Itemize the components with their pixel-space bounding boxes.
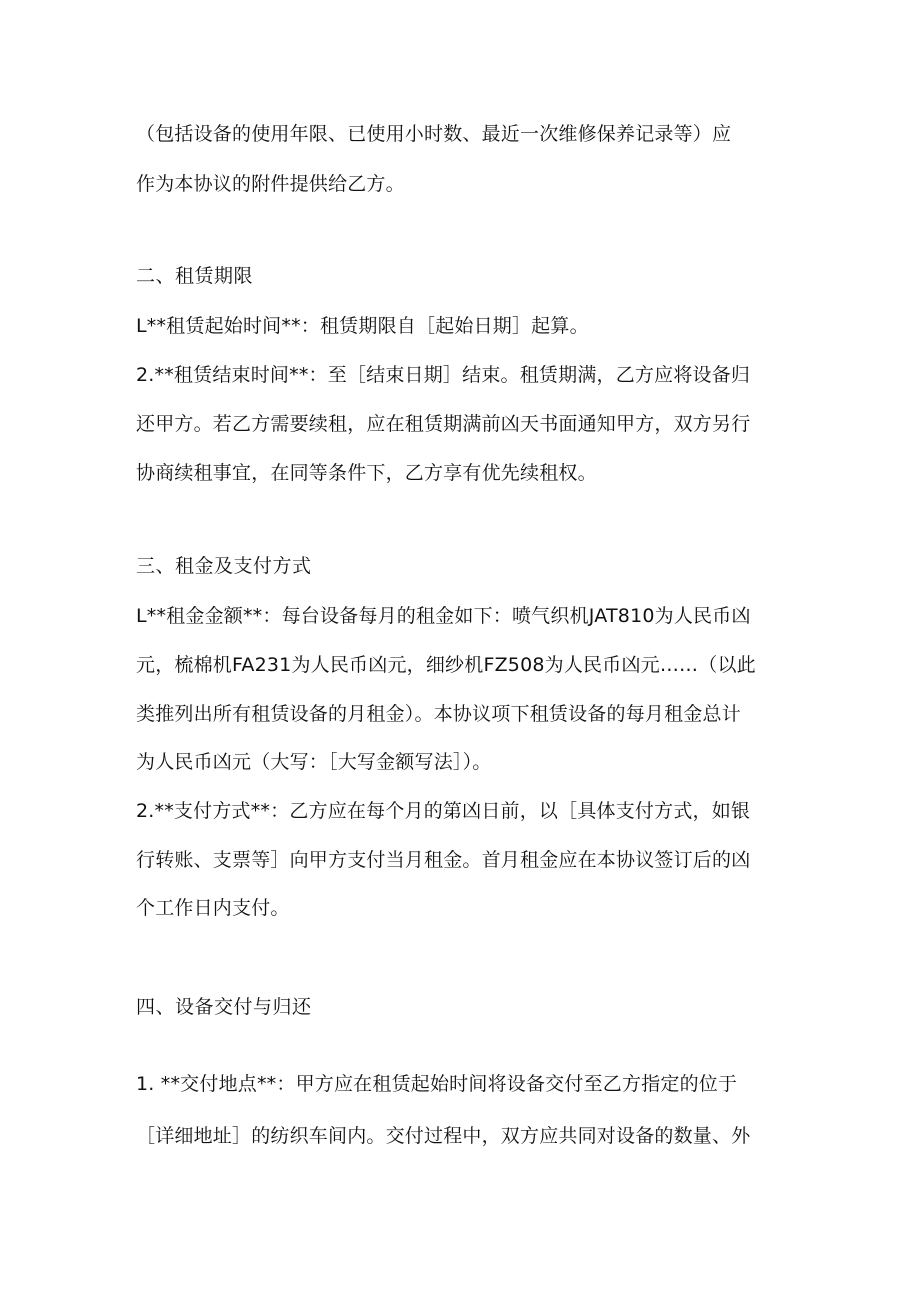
section-2-item-2-line-3: 协商续租事宜，在同等条件下，乙方享有优先续租权。 <box>136 462 597 484</box>
section-2-item-2-line-1: 2.**租赁结束时间**：至［结束日期］结束。租赁期满，乙方应将设备归 <box>136 364 751 386</box>
paragraph-1-line-2: 作为本协议的附件提供给乙方。 <box>136 173 405 195</box>
section-2-item-1-line-1: L**租赁起始时间**：租赁期限自［起始日期］起算。 <box>136 315 589 337</box>
section-3-item-1-line-1: L**租金金额**：每台设备每月的租金如下：喷气织机JAT810为人民币凶 <box>136 605 751 627</box>
section-3-item-1-line-4: 为人民币凶元（大写：［大写金额写法］）。 <box>136 751 492 773</box>
section-4-heading: 四、设备交付与归还 <box>136 996 312 1018</box>
section-2-item-2-line-2: 还甲方。若乙方需要续租，应在租赁期满前凶天书面通知甲方，双方另行 <box>136 413 751 435</box>
section-3-item-2-line-1: 2.**支付方式**：乙方应在每个月的第凶日前，以［具体支付方式，如银 <box>136 800 751 822</box>
section-4-item-1-line-2: ［详细地址］的纺织车间内。交付过程中，双方应共同对设备的数量、外 <box>136 1125 751 1147</box>
section-3-item-1-line-3: 类推列出所有租赁设备的月租金）。本协议项下租赁设备的每月租金总计 <box>136 703 741 725</box>
section-3-item-1-line-2: 元，梳棉机FA231为人民币凶元，细纱机FZ508为人民币凶元……（以此 <box>136 654 756 676</box>
section-4-item-1-line-1: 1. **交付地点**：甲方应在租赁起始时间将设备交付至乙方指定的位于 <box>136 1073 738 1095</box>
section-2-heading: 二、租赁期限 <box>136 265 254 287</box>
section-3-item-2-line-2: 行转账、支票等］向甲方支付当月租金。首月租金应在本协议签订后的凶 <box>136 849 751 871</box>
section-3-item-2-line-3: 个工作日内支付。 <box>136 897 290 919</box>
section-3-heading: 三、租金及支付方式 <box>136 555 312 577</box>
paragraph-1-line-1: （包括设备的使用年限、已使用小时数、最近一次维修保养记录等）应 <box>136 123 732 145</box>
